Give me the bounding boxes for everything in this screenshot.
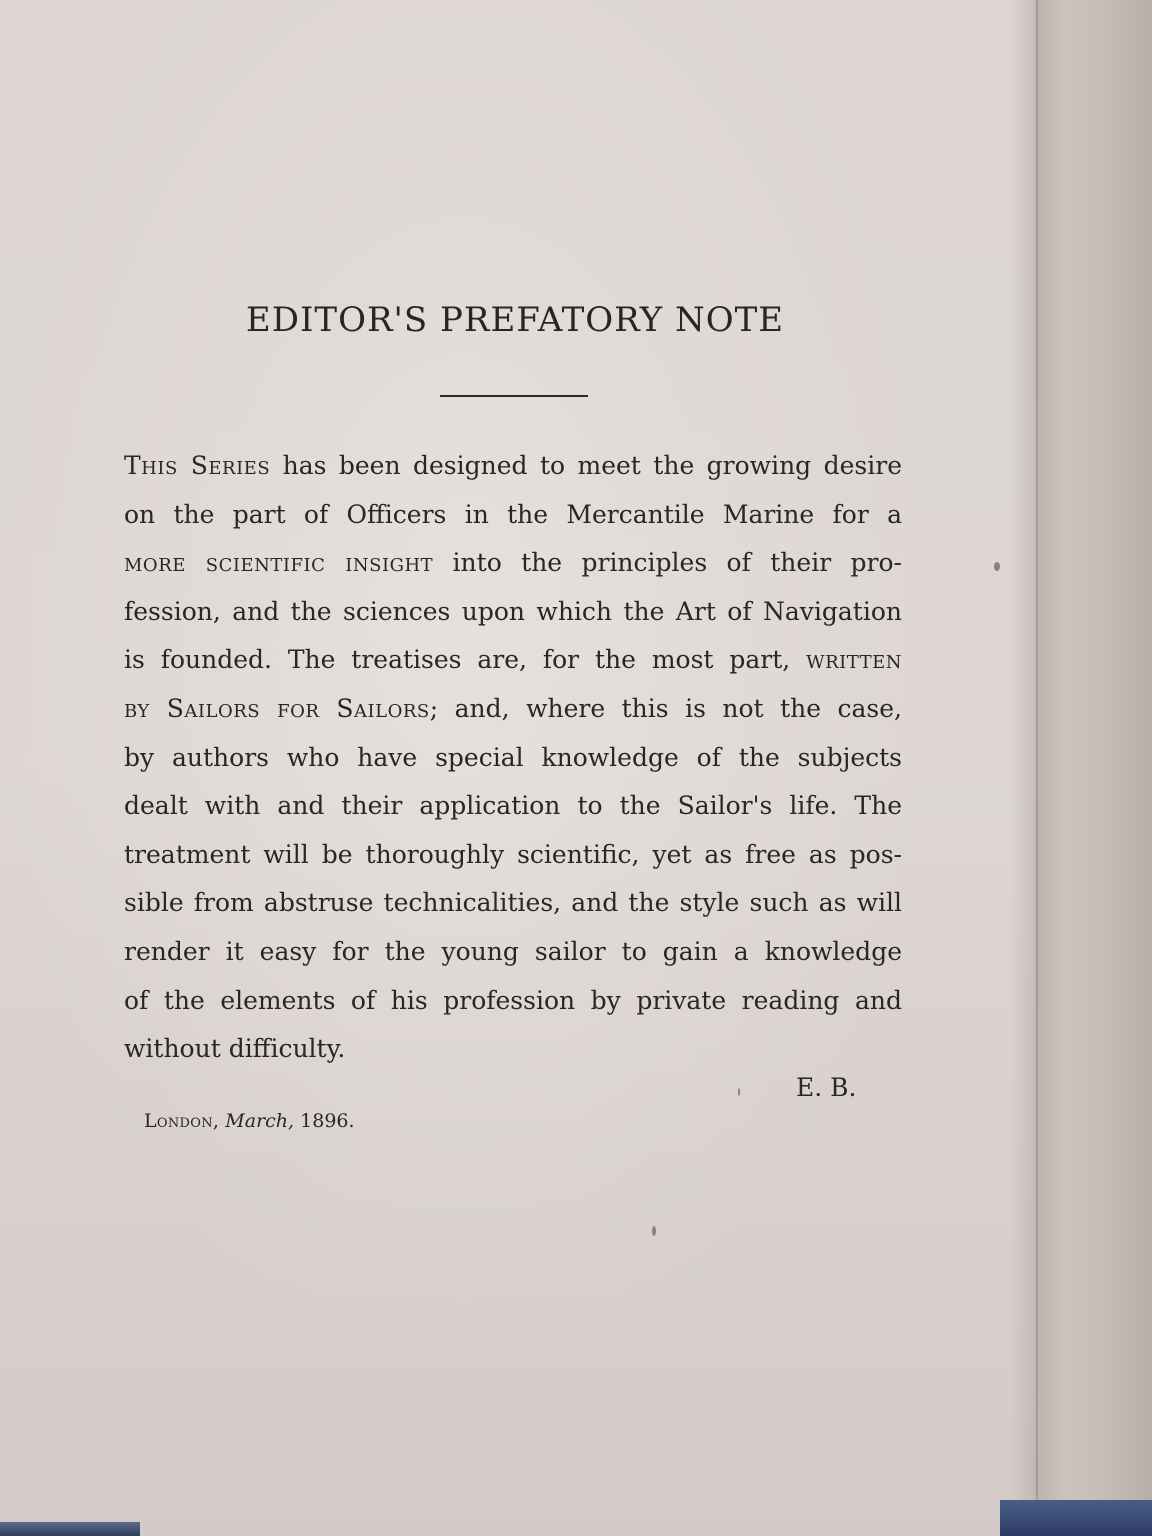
paragraph-line [124,879,902,928]
paragraph-line [124,831,902,880]
text-run: has been designed to meet the growing desire [270,451,902,480]
paper-speck [652,1226,656,1236]
text-run: ; and, where this is not the case, [429,693,903,723]
text-run: render it easy for the young sailor to gain a knowledge [124,936,902,966]
paragraph-line [124,491,902,540]
book-cover-corner [1000,1500,1152,1536]
book-cover-edge [0,1522,140,1536]
title-rule [440,395,588,397]
paragraph-line [124,782,902,831]
paragraph-line [124,977,902,1026]
paragraph-line [124,442,902,491]
dateline [144,1110,355,1132]
paper-speck [994,562,1000,571]
paragraph-line [124,734,902,783]
text-run: into the principles of their pro- [433,548,902,578]
page-title: EDITOR'S PREFATORY NOTE [245,300,785,340]
text-run: sible from abstruse technicalities, and the style such as will [124,888,902,918]
paragraph-line [124,636,902,685]
dateline-month: March, [225,1110,295,1132]
paragraph-line [124,539,902,588]
paragraph-line [124,1025,902,1074]
page-edge-line [1036,0,1038,1536]
page-edge-stack [1035,0,1152,1536]
small-caps-phrase: This Series [124,451,271,480]
text-run: of the elements of his profession by private reading and [124,985,902,1015]
small-caps-phrase: more scientific insight [124,548,434,578]
editor-initials: E. B. [796,1073,857,1102]
small-caps-phrase: by Sailors for Sailors [124,693,430,723]
text-run: dealt with and their application to the Sailor's life. The [124,791,902,821]
text-run: treatment will be thoroughly scientific, yet as free as pos- [124,839,902,869]
text-run: is founded. The treatises are, for the most part, [124,645,807,675]
text-run: by authors who have special knowledge of the subjects [124,742,902,772]
paper-speck [738,1088,740,1096]
dateline-year: 1896. [300,1110,355,1132]
paragraph-line [124,685,902,734]
preface-paragraph [124,442,902,1074]
text-run: on the part of Officers in the Mercantile Marine for a [124,499,902,529]
paragraph-line [124,588,902,637]
dateline-place: London, [144,1110,220,1132]
paragraph-line [124,928,902,977]
text-run: without difficulty. [124,1034,346,1064]
text-run: fession, and the sciences upon which the Art of Navigation [124,596,902,626]
small-caps-phrase: written [806,645,902,675]
